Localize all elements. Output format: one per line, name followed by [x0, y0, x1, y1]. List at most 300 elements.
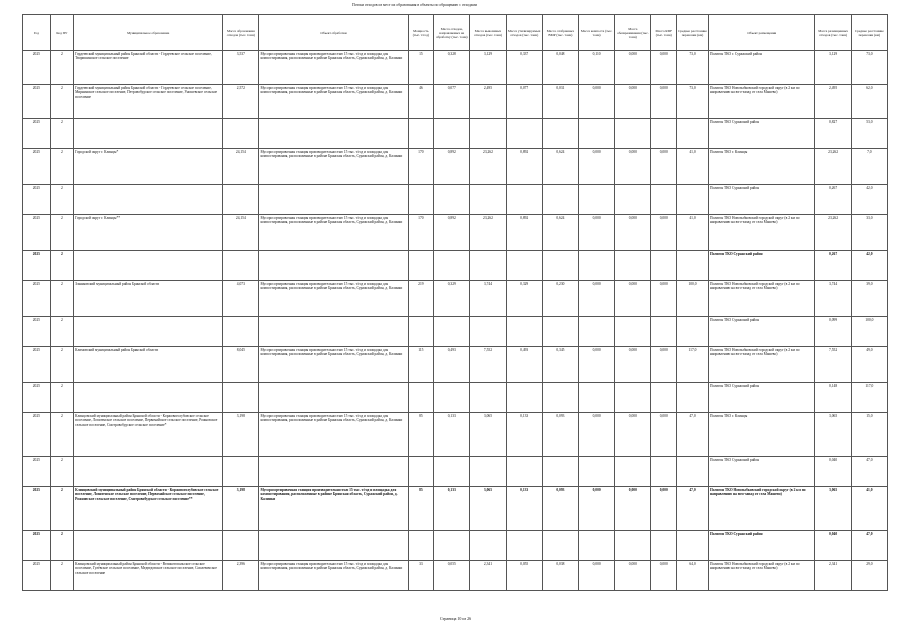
column-header: Масса образования отходов (тыс. тонн)	[223, 15, 259, 51]
cell-cap: 15	[408, 51, 434, 85]
cell-landfill: Полигон ТКО Суражский район	[708, 317, 815, 347]
table-row	[23, 317, 888, 347]
table-caption: Потоки отходов из мест их образования в объекты по обращению с отходами	[352, 3, 477, 7]
cell-code: 2	[50, 85, 73, 119]
cell-m5	[579, 317, 615, 347]
cell-m7	[651, 251, 677, 281]
column-header: Муниципальное образование	[74, 15, 223, 51]
cell-year: 2025	[23, 281, 51, 317]
cell-m8: 3,744	[815, 281, 851, 317]
cell-code: 2	[50, 119, 73, 149]
cell-landfill: Полигон ТКО Суражский район	[708, 383, 815, 413]
cell-mass: 3,198	[223, 487, 259, 531]
cell-year: 2025	[23, 185, 51, 215]
cell-year: 2025	[23, 347, 51, 383]
cell-m7: 0,000	[651, 281, 677, 317]
cell-code: 2	[50, 317, 73, 347]
cell-m2: 2,341	[470, 561, 506, 591]
cell-m4: 0,345	[542, 347, 578, 383]
cell-m4: 0,230	[542, 281, 578, 317]
cell-d1	[677, 531, 709, 561]
cell-m3: 0,077	[506, 85, 542, 119]
cell-mo: Злынковский муниципальный район Брянской области	[74, 281, 223, 317]
cell-m4	[542, 531, 578, 561]
cell-d1	[677, 317, 709, 347]
table-body	[23, 51, 888, 591]
cell-facility: Мусоросортировочная станция производительностью 15 тыс. т/год и площадка для компостирования, расположенные в районе Брянская область, Суражский район, д. Калинки	[259, 281, 408, 317]
cell-cap	[408, 317, 434, 347]
cell-m1: 0,328	[434, 51, 470, 85]
cell-facility: Мусоросортировочная станция производительностью 15 тыс. т/год и площадка для компостирования, расположенные в районе Брянская область, Суражский район, д. Калинки	[259, 215, 408, 251]
cell-code: 2	[50, 531, 73, 561]
cell-facility: Мусоросортировочная станция производительностью 15 тыс. т/год и площадка для компостирования, расположенные в районе Брянская область, Суражский район, д. Калинки	[259, 51, 408, 85]
table-row	[23, 383, 888, 413]
cell-m5	[579, 185, 615, 215]
cell-d2: 73,0	[851, 51, 887, 85]
cell-d2: 7,0	[851, 149, 887, 185]
cell-m6	[615, 531, 651, 561]
cell-mass: 8,045	[223, 347, 259, 383]
cell-m6: 0,000	[615, 149, 651, 185]
cell-m5	[579, 119, 615, 149]
cell-m4	[542, 119, 578, 149]
cell-facility	[259, 457, 408, 487]
cell-landfill: Полигон ТКО г. Клинцы	[708, 149, 815, 185]
column-header: Масса RDF (тыс. тонн)	[651, 15, 677, 51]
cell-landfill: Полигон ТКО г. Суражский район	[708, 51, 815, 85]
cell-m7	[651, 185, 677, 215]
cell-m7: 0,000	[651, 51, 677, 85]
cell-m2: 3,744	[470, 281, 506, 317]
cell-code: 2	[50, 347, 73, 383]
cell-cap: 33	[408, 561, 434, 591]
cell-m2: 7,552	[470, 347, 506, 383]
cell-d1: 47,0	[677, 487, 709, 531]
cell-m8: 3,065	[815, 487, 851, 531]
waste-flow-table	[22, 14, 888, 591]
column-header: Среднее расстояние перевозки (км)	[851, 15, 887, 51]
cell-d2: 49,0	[851, 347, 887, 383]
cell-m6	[615, 185, 651, 215]
table-header-row	[23, 15, 888, 51]
cell-year: 2025	[23, 215, 51, 251]
cell-m3: 0,133	[506, 487, 542, 531]
cell-d2: 15,0	[851, 413, 887, 457]
cell-d1: 73,0	[677, 85, 709, 119]
cell-m1: 0,329	[434, 281, 470, 317]
cell-m6: 0,000	[615, 85, 651, 119]
cell-m4: 0,093	[542, 413, 578, 457]
cell-mass	[223, 383, 259, 413]
cell-mass	[223, 185, 259, 215]
cell-m1: 0,055	[434, 561, 470, 591]
cell-year: 2025	[23, 317, 51, 347]
table-row	[23, 215, 888, 251]
cell-mass: 2,396	[223, 561, 259, 591]
cell-m5	[579, 531, 615, 561]
cell-landfill: Полигон ТКО Суражский район	[708, 185, 815, 215]
cell-m3: 0,892	[506, 149, 542, 185]
cell-m1	[434, 251, 470, 281]
cell-m8: 2,495	[815, 85, 851, 119]
cell-mass	[223, 457, 259, 487]
cell-mo	[74, 531, 223, 561]
cell-m3: 0,493	[506, 347, 542, 383]
cell-m7: 0,000	[651, 347, 677, 383]
cell-facility	[259, 317, 408, 347]
cell-landfill: Полигон ТКО Новозыбковский городской округ (в 2 км по направлению на юго-запад от села Машево)	[708, 215, 815, 251]
cell-cap	[408, 251, 434, 281]
cell-m6: 0,000	[615, 51, 651, 85]
cell-d1	[677, 119, 709, 149]
cell-landfill: Полигон ТКО Суражский район	[708, 119, 815, 149]
cell-d1: 41,0	[677, 149, 709, 185]
cell-m2	[470, 251, 506, 281]
cell-m6: 0,000	[615, 215, 651, 251]
cell-year: 2025	[23, 383, 51, 413]
cell-d1	[677, 185, 709, 215]
cell-m8: 0,040	[815, 457, 851, 487]
cell-code: 2	[50, 383, 73, 413]
cell-mass: 4,073	[223, 281, 259, 317]
cell-d1: 73,0	[677, 51, 709, 85]
cell-d2: 100,0	[851, 317, 887, 347]
cell-m6: 0,000	[615, 281, 651, 317]
cell-m6	[615, 457, 651, 487]
cell-m1	[434, 119, 470, 149]
cell-facility	[259, 383, 408, 413]
cell-mo: Городской округ г. Клинцы**	[74, 215, 223, 251]
cell-mass	[223, 251, 259, 281]
cell-d1: 47,0	[677, 413, 709, 457]
cell-facility	[259, 119, 408, 149]
column-header: Масса вывозимых отходов (тыс. тонн)	[470, 15, 506, 51]
cell-code: 2	[50, 215, 73, 251]
cell-m6	[615, 251, 651, 281]
cell-d2: 47,0	[851, 531, 887, 561]
cell-m5: 0,000	[579, 149, 615, 185]
cell-m7: 0,000	[651, 215, 677, 251]
cell-mass	[223, 531, 259, 561]
cell-landfill: Полигон ТКО Новозыбковский городской округ (в 2 км по направлению на юго-запад от села Машево)	[708, 561, 815, 591]
cell-facility	[259, 531, 408, 561]
cell-code: 2	[50, 185, 73, 215]
cell-d2: 42,0	[851, 251, 887, 281]
cell-d1: 117,0	[677, 347, 709, 383]
table-row	[23, 51, 888, 85]
cell-cap: 115	[408, 347, 434, 383]
cell-m6	[615, 317, 651, 347]
cell-year: 2025	[23, 413, 51, 457]
column-header: Масса отобранных ВМР (тыс. тонн)	[542, 15, 578, 51]
cell-m4: 0,038	[542, 561, 578, 591]
column-header: Объект обработки	[259, 15, 408, 51]
cell-m4: 0,624	[542, 215, 578, 251]
cell-facility: Мусоросортировочная станция производительностью 15 тыс. т/год и площадка для компостирования, расположенные в районе Брянская область, Суражский район, д. Калинки	[259, 85, 408, 119]
table-row	[23, 149, 888, 185]
cell-m3	[506, 531, 542, 561]
cell-code: 2	[50, 149, 73, 185]
table-row	[23, 85, 888, 119]
cell-landfill: Полигон ТКО г. Клинцы	[708, 413, 815, 457]
cell-m5	[579, 251, 615, 281]
cell-m8: 3,129	[815, 51, 851, 85]
cell-m3	[506, 317, 542, 347]
cell-code: 2	[50, 281, 73, 317]
cell-mo	[74, 251, 223, 281]
cell-m7: 0,000	[651, 85, 677, 119]
cell-year: 2025	[23, 251, 51, 281]
cell-mo	[74, 119, 223, 149]
cell-d2: 117,0	[851, 383, 887, 413]
cell-m6: 0,000	[615, 347, 651, 383]
cell-m8: 2,341	[815, 561, 851, 591]
cell-d1	[677, 383, 709, 413]
cell-m8: 0,827	[815, 119, 851, 149]
column-header: Год	[23, 15, 51, 51]
cell-m7	[651, 119, 677, 149]
cell-mass: 24,154	[223, 149, 259, 185]
cell-d2: 29,0	[851, 561, 887, 591]
cell-m2	[470, 383, 506, 413]
cell-year: 2025	[23, 85, 51, 119]
cell-m2	[470, 317, 506, 347]
cell-m1	[434, 185, 470, 215]
cell-m2	[470, 531, 506, 561]
cell-year: 2025	[23, 149, 51, 185]
cell-m5: 0,000	[579, 215, 615, 251]
column-header: Масса отходов, направляемых на обработку (тыс. тонн)	[434, 15, 470, 51]
document-sheet	[22, 14, 888, 612]
cell-m8: 0,267	[815, 251, 851, 281]
cell-d1	[677, 251, 709, 281]
table-row	[23, 281, 888, 317]
cell-m4: 0,624	[542, 149, 578, 185]
column-header: Объект размещения	[708, 15, 815, 51]
cell-m1	[434, 531, 470, 561]
column-header: Код ПУ	[50, 15, 73, 51]
cell-mo	[74, 185, 223, 215]
cell-mass: 3,537	[223, 51, 259, 85]
cell-mo: Клинцовский муниципальный район Брянской области - Великотопальское сельское поселение, Гулёвское сельское поселение, Медведовское сельское поселение, Смолевичское сельское поселение	[74, 561, 223, 591]
cell-m2	[470, 119, 506, 149]
cell-cap: 85	[408, 413, 434, 457]
cell-m3: 0,337	[506, 51, 542, 85]
cell-m8: 0,148	[815, 383, 851, 413]
cell-m3: 0,892	[506, 215, 542, 251]
cell-m1	[434, 457, 470, 487]
cell-d1: 100,0	[677, 281, 709, 317]
cell-m5: 0,000	[579, 487, 615, 531]
cell-d2: 62,0	[851, 85, 887, 119]
table-row	[23, 251, 888, 281]
cell-m8: 23,262	[815, 215, 851, 251]
cell-m4	[542, 457, 578, 487]
cell-m1: 0,133	[434, 487, 470, 531]
cell-m3: 0,133	[506, 413, 542, 457]
cell-mo	[74, 383, 223, 413]
cell-facility: Мусоросортировочная станция производительностью 15 тыс. т/год и площадка для компостирования, расположенные в районе Брянская область, Суражский район, д. Калинки	[259, 413, 408, 457]
cell-m6	[615, 119, 651, 149]
cell-d1	[677, 457, 709, 487]
cell-m1: 0,133	[434, 413, 470, 457]
cell-cap	[408, 457, 434, 487]
cell-m2: 3,065	[470, 487, 506, 531]
cell-m4	[542, 185, 578, 215]
cell-m8: 0,099	[815, 317, 851, 347]
cell-m5: 0,110	[579, 51, 615, 85]
cell-m7: 0,000	[651, 149, 677, 185]
cell-facility: Мусоросортировочная станция производительностью 15 тыс. т/год и площадка для компостирования, расположенные в районе Брянская область, Суражский район, д. Калинки	[259, 347, 408, 383]
cell-code: 2	[50, 413, 73, 457]
cell-m1: 0,077	[434, 85, 470, 119]
cell-m5: 0,000	[579, 85, 615, 119]
cell-m8: 0,040	[815, 531, 851, 561]
cell-m6: 0,000	[615, 561, 651, 591]
cell-m7: 0,000	[651, 487, 677, 531]
cell-mo: Клинцовский муниципальный район Брянской области - Коржовоголубовское сельское поселение, Лопатенское сельское поселение, Первомайское сельское поселение, Рожновское сельское поселение, Смотровобудское сельское поселение*	[74, 413, 223, 457]
cell-facility: Мусоросортировочная станция производительностью 15 тыс. т/год и площадка для компостирования, расположенные в районе Брянская область, Суражский район, д. Калинки	[259, 149, 408, 185]
cell-mo: Клинцовский муниципальный район Брянской области - Коржовоголубовское сельское поселение, Лопатенское сельское поселение, Первомайское сельское поселение, Рожновское сельское поселение, Смотровобудское сельское поселение**	[74, 487, 223, 531]
cell-m3: 0,055	[506, 561, 542, 591]
cell-m4	[542, 317, 578, 347]
cell-code: 2	[50, 561, 73, 591]
cell-m7: 0,000	[651, 561, 677, 591]
cell-m3	[506, 251, 542, 281]
cell-d2: 42,0	[851, 185, 887, 215]
cell-landfill: Полигон ТКО Суражский район	[708, 251, 815, 281]
cell-m4: 0,093	[542, 487, 578, 531]
cell-m7	[651, 317, 677, 347]
cell-m8: 0,267	[815, 185, 851, 215]
cell-m5: 0,000	[579, 413, 615, 457]
cell-m3	[506, 457, 542, 487]
cell-mass	[223, 119, 259, 149]
cell-m3	[506, 185, 542, 215]
cell-m3	[506, 383, 542, 413]
cell-code: 2	[50, 457, 73, 487]
column-header: Масса обезвреживания (тыс. тонн)	[615, 15, 651, 51]
cell-cap: 46	[408, 85, 434, 119]
cell-m2: 2,495	[470, 85, 506, 119]
cell-d2: 47,0	[851, 457, 887, 487]
cell-m5: 0,000	[579, 281, 615, 317]
cell-mass: 2,572	[223, 85, 259, 119]
table-row	[23, 561, 888, 591]
cell-landfill: Полигон ТКО Новозыбковский городской округ (в 2 км по направлению на юго-запад от села Машево)	[708, 347, 815, 383]
cell-year: 2025	[23, 531, 51, 561]
column-header: Масса утилизируемых отходов (тыс. тонн)	[506, 15, 542, 51]
table-row	[23, 531, 888, 561]
cell-m5: 0,000	[579, 561, 615, 591]
cell-cap: 170	[408, 215, 434, 251]
cell-m2	[470, 457, 506, 487]
cell-mass	[223, 317, 259, 347]
cell-m6	[615, 383, 651, 413]
cell-m3: 0,329	[506, 281, 542, 317]
cell-mo: Гордеевский муниципальный район Брянской области - Гордеевское сельское поселение, Творишинское сельское поселение	[74, 51, 223, 85]
cell-m4	[542, 251, 578, 281]
cell-m2: 23,262	[470, 149, 506, 185]
cell-code: 2	[50, 251, 73, 281]
table-row	[23, 413, 888, 457]
cell-mo	[74, 457, 223, 487]
cell-facility: Мусоросортировочная станция производительностью 15 тыс. т/год и площадка для компостирования, расположенные в районе Брянская область, Суражский район, д. Калинки	[259, 487, 408, 531]
cell-m7	[651, 383, 677, 413]
cell-m6: 0,000	[615, 487, 651, 531]
cell-mo: Гордеевский муниципальный район Брянской области - Гордеевское сельское поселение, Мирнинское сельское поселение, Петровобудское сельское поселение, Уношевское сельское поселение	[74, 85, 223, 119]
cell-mass: 24,154	[223, 215, 259, 251]
cell-facility: Мусоросортировочная станция производительностью 15 тыс. т/год и площадка для компостирования, расположенные в районе Брянская область, Суражский район, д. Калинки	[259, 561, 408, 591]
cell-m7	[651, 531, 677, 561]
cell-landfill: Полигон ТКО Суражский район	[708, 457, 815, 487]
cell-m7	[651, 457, 677, 487]
table-row	[23, 119, 888, 149]
cell-year: 2025	[23, 561, 51, 591]
cell-d2: 33,0	[851, 215, 887, 251]
cell-m1	[434, 383, 470, 413]
cell-mo	[74, 317, 223, 347]
cell-m6: 0,000	[615, 413, 651, 457]
cell-year: 2025	[23, 51, 51, 85]
cell-cap	[408, 531, 434, 561]
cell-year: 2025	[23, 457, 51, 487]
cell-d1: 41,0	[677, 215, 709, 251]
column-header: Масса компоста (тыс. тонн)	[579, 15, 615, 51]
column-header: Масса размещенных отходов (тыс. тонн)	[815, 15, 851, 51]
cell-m1: 0,493	[434, 347, 470, 383]
cell-m2: 23,262	[470, 215, 506, 251]
cell-m5	[579, 383, 615, 413]
cell-code: 2	[50, 51, 73, 85]
cell-d2: 41,0	[851, 487, 887, 531]
cell-cap	[408, 383, 434, 413]
cell-m2: 3,065	[470, 413, 506, 457]
cell-landfill: Полигон ТКО Суражский район	[708, 531, 815, 561]
cell-m1: 0,892	[434, 149, 470, 185]
cell-m4	[542, 383, 578, 413]
cell-d1: 64,0	[677, 561, 709, 591]
cell-landfill: Полигон ТКО Новозыбковский городской округ (в 2 км по направлению на юго-запад от села Машево)	[708, 281, 815, 317]
cell-mass: 3,198	[223, 413, 259, 457]
cell-mo: Климовский муниципальный район Брянской области	[74, 347, 223, 383]
cell-cap	[408, 119, 434, 149]
cell-d2: 39,0	[851, 281, 887, 317]
cell-facility	[259, 185, 408, 215]
cell-year: 2025	[23, 119, 51, 149]
cell-landfill: Полигон ТКО Новозыбковский городской округ (в 2 км по направлению на юго-запад от села Машево)	[708, 85, 815, 119]
cell-m8: 7,552	[815, 347, 851, 383]
cell-m3	[506, 119, 542, 149]
table-row	[23, 347, 888, 383]
cell-m2: 3,129	[470, 51, 506, 85]
page-footer: Страница 10 из 26	[440, 616, 472, 621]
cell-cap: 85	[408, 487, 434, 531]
cell-cap	[408, 185, 434, 215]
cell-m2	[470, 185, 506, 215]
cell-mo: Городской округ г. Клинцы*	[74, 149, 223, 185]
cell-facility	[259, 251, 408, 281]
column-header: Среднее расстояние перевозки (км)	[677, 15, 709, 51]
cell-m5: 0,000	[579, 347, 615, 383]
cell-year: 2025	[23, 487, 51, 531]
cell-m8: 23,262	[815, 149, 851, 185]
column-header: Мощность (тыс. т/год)	[408, 15, 434, 51]
cell-code: 2	[50, 487, 73, 531]
cell-m4: 0,048	[542, 51, 578, 85]
cell-m4: 0,031	[542, 85, 578, 119]
cell-m8: 3,065	[815, 413, 851, 457]
